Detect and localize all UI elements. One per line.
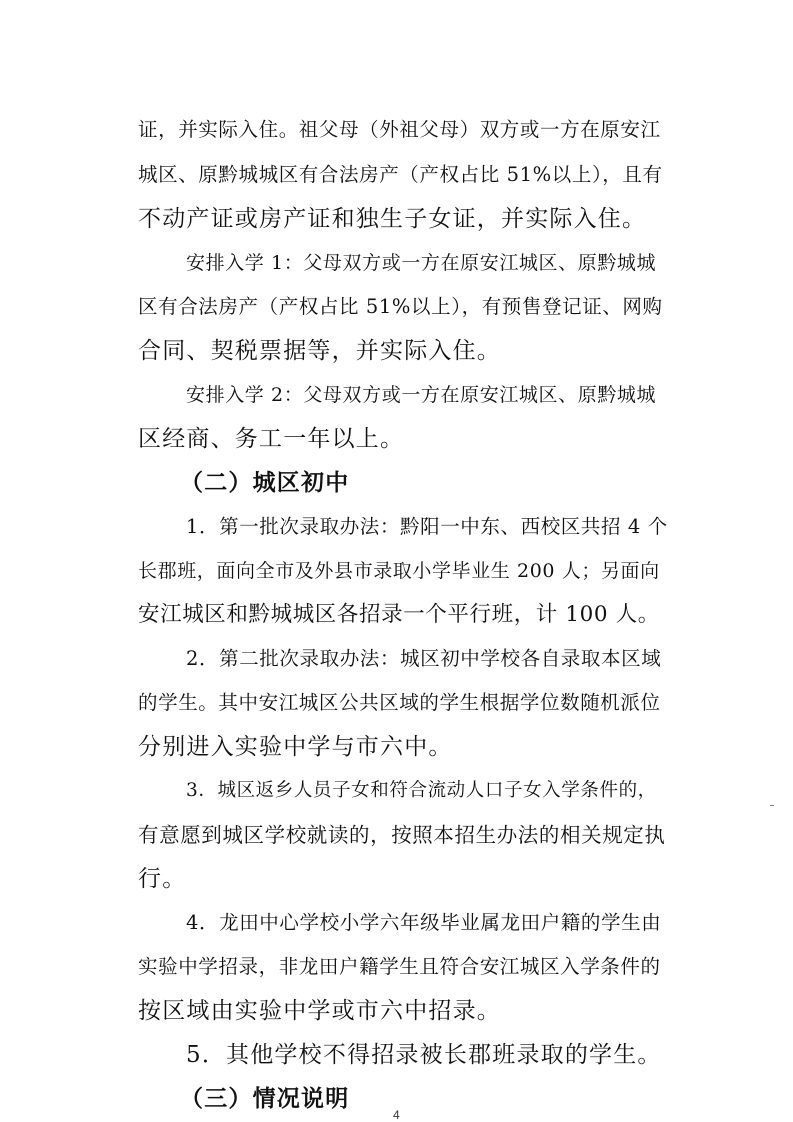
text-line-17: 有意愿到城区学校就读的，按照本招生办法的相关规定执: [138, 823, 666, 847]
text-line-10: 1．第一批次录取办法：黔阳一中东、西校区共招 4 个: [186, 515, 668, 538]
text-line-4: 安排入学 1：父母双方或一方在原安江城区、原黔城城: [186, 252, 657, 274]
text-line-3: 不动产证或房产证和独生子女证，并实际入住。: [138, 206, 647, 232]
section-heading-explanation: （三）情况说明: [180, 1086, 350, 1112]
text-line-5: 区有合法房产（产权占比 51%以上），有预售登记证、网购: [138, 295, 663, 318]
text-line-18: 行。: [138, 866, 187, 892]
section-heading-junior-high: （二）城区初中: [180, 470, 350, 496]
scan-mark: [770, 805, 774, 806]
page-number: 4: [393, 1108, 400, 1122]
text-line-1: 证，并实际入住。祖父母（外祖父母）双方或一方在原安江: [138, 118, 661, 141]
text-line-13: 2．第二批次录取办法：城区初中学校各自录取本区域: [186, 647, 662, 670]
text-line-7: 安排入学 2：父母双方或一方在原安江城区、原黔城城: [186, 384, 657, 406]
text-line-8: 区经商、务工一年以上。: [138, 426, 405, 452]
text-line-15: 分别进入实验中学与市六中。: [138, 734, 453, 760]
text-line-14: 的学生。其中安江城区公共区域的学生根据学位数随机派位: [138, 691, 661, 714]
text-line-22: 5．其他学校不得招录被长郡班录取的学生。: [186, 1042, 662, 1068]
text-line-16: 3．城区返乡人员子女和符合流动人口子女入学条件的，: [186, 780, 657, 801]
text-line-21: 按区域由实验中学或市六中招录。: [138, 998, 501, 1024]
text-line-6: 合同、契税票据等，并实际入住。: [138, 338, 501, 364]
text-line-2: 城区、原黔城城区有合法房产（产权占比 51%以上），且有: [138, 163, 663, 186]
text-line-19: 4．龙田中心学校小学六年级毕业属龙田户籍的学生由: [186, 911, 662, 934]
text-line-11: 长郡班，面向全市及外县市录取小学毕业生 200 人；另面向: [138, 560, 660, 582]
text-line-12: 安江城区和黔城城区各招录一个平行班，计 100 人。: [138, 602, 660, 627]
text-line-20: 实验中学招录，非龙田户籍学生且符合安江城区入学条件的: [138, 955, 661, 978]
